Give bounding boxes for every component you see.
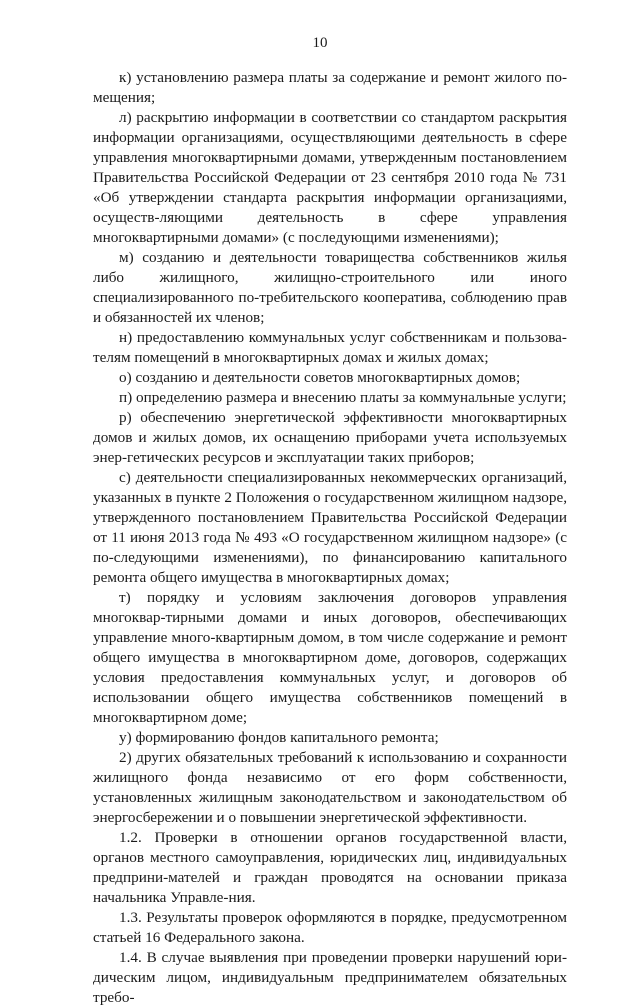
document-body	[93, 68, 567, 1008]
paragraph-s: с) деятельности специализированных некоммерческих организаций, указанных в пункте 2 Положения о государственном жилищном надзоре, утвержденного постановлением Правительства Российской Федерации от 11 июня 2013 года № 493 «О государственном жилищном надзоре» (с по-следующими изменениями), по финансированию капитального ремонта общего имущества в многоквартирных домах;	[93, 469, 567, 586]
paragraph-2: 2) других обязательных требований к использованию и сохранности жилищного фонда независимо от его форм собственности, установленных жилищным законодательством и законодательством об энергосбережении и о повышении энергетической эффективности.	[93, 749, 567, 826]
paragraph-m: м) созданию и деятельности товарищества собственников жилья либо жилищного, жилищно-строительного или иного специализированного по-требительского кооператива, соблюдению прав и обязанностей их членов;	[93, 249, 567, 326]
section-1-2: 1.2. Проверки в отношении органов государственной власти, органов местного самоуправления, юридических лиц, индивидуальных предприни-мателей и граждан проводятся на основании приказа начальника Управле-ния.	[93, 829, 567, 906]
page-number: 10	[312, 35, 328, 51]
section-1-4: 1.4. В случае выявления при проведении проверки нарушений юри-дическим лицом, индивидуальным предпринимателем обязательных требо-	[93, 949, 567, 1006]
paragraph-o: о) созданию и деятельности советов многоквартирных домов;	[119, 369, 521, 386]
paragraph-t: т) порядку и условиям заключения договоров управления многоквар-тирными домами и иных договоров, обеспечивающих управление много-квартирным домом, в том числе содержание и ремонт общего имущества в многоквартирном доме, договоров, содержащих условия предоставления коммунальных услуг, и договоров об использовании общего имущества собственников помещений в многоквартирном доме;	[93, 589, 567, 726]
paragraph-u: у) формированию фондов капитального ремонта;	[119, 729, 439, 746]
paragraph-r: р) обеспечению энергетической эффективности многоквартирных домов и жилых домов, их оснащению приборами учета используемых энер-гетических ресурсов и эксплуатации таких приборов;	[93, 409, 567, 466]
paragraph-p: п) определению размера и внесению платы за коммунальные услуги;	[119, 389, 567, 406]
paragraph-n: н) предоставлению коммунальных услуг собственникам и пользова-телям помещений в многоквартирных домах и жилых домах;	[93, 329, 567, 366]
section-1-3: 1.3. Результаты проверок оформляются в порядке, предусмотренном статьей 16 Федерального закона.	[93, 909, 567, 946]
paragraph-l: л) раскрытию информации в соответствии со стандартом раскрытия информации организациями, осуществляющими деятельность в сфере управления многоквартирными домами, утвержденным постановлением Правительства Российской Федерации от 23 сентября 2010 года № 731 «Об утверждении стандарта раскрытия информации организациями, осуществ-ляющими деятельность в сфере управления многоквартирными домами» (с последующими изменениями);	[93, 109, 567, 246]
paragraph-k: к) установлению размера платы за содержание и ремонт жилого по-мещения;	[93, 69, 567, 106]
